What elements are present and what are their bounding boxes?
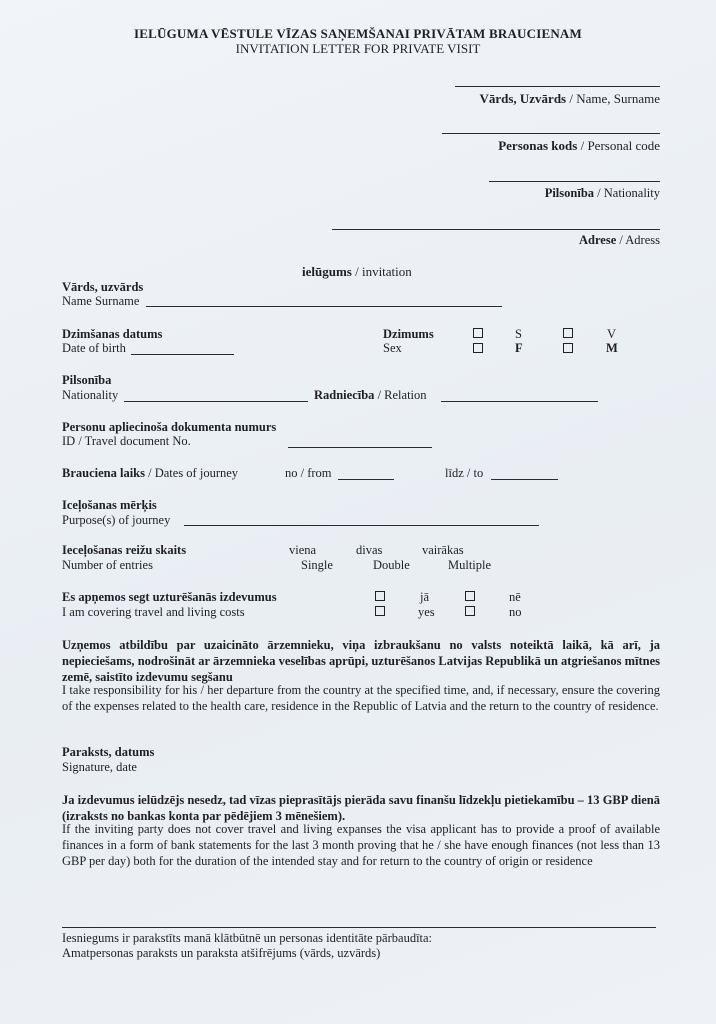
relation-field[interactable] (441, 401, 598, 402)
id-label-en: ID / Travel document No. (62, 434, 191, 448)
sex-s-checkbox[interactable] (473, 328, 483, 338)
costs-label-lv: Es apņemos segt uzturēšanās izdevumus (62, 590, 277, 604)
costs-no-checkbox[interactable] (465, 591, 475, 601)
title-english: INVITATION LETTER FOR PRIVATE VISIT (235, 41, 481, 56)
purpose-label-en: Purpose(s) of journey (62, 513, 171, 527)
signature-label-lv: Paraksts, datums (62, 745, 155, 759)
inviter-name-label: Vārds, Uzvārds / Name, Surname (479, 91, 660, 106)
entry-double-lv[interactable]: divas (356, 543, 383, 557)
responsibility-text-lv: Uzņemos atbildību par uzaicināto ārzemnieku, viņa izbraukšanu no valsts noteiktā laikā, kā arī, ja nepieciešams, nodrošināt ar ārzemnieka veselības aprūpi, uzturēšanos Latvijas Republikā un atgriešanos mītnes zemē, saistīto izdevumu segšanu (62, 638, 660, 684)
sex-label-lv: Dzimums (383, 327, 434, 341)
sex-f-label: F (515, 341, 523, 355)
sex-label-en: Sex (383, 341, 402, 355)
to-label: līdz / to (445, 466, 484, 480)
guest-name-field[interactable] (146, 306, 502, 307)
entry-double-en[interactable]: Double (373, 558, 410, 572)
finance-text-lv: Ja izdevumus ielūdzējs nesedz, tad vīzas pieprasītājs pierāda savu finanšu līdzekļu pietiekamību – 13 GBP dienā (izraksts no bankas konta par pēdējiem 3 mēnešiem). (62, 793, 660, 823)
entries-label-en: Number of entries (62, 558, 153, 572)
dob-label-lv: Dzimšanas datums (62, 327, 163, 341)
purpose-label-lv: Iceļošanas mērķis (62, 498, 157, 512)
sex-f-checkbox[interactable] (473, 343, 483, 353)
inviter-nationality-label: Pilsonība / Nationality (544, 186, 660, 200)
entry-single-lv[interactable]: viena (289, 543, 317, 557)
no-label-lv: nē (509, 590, 521, 604)
sex-v-checkbox[interactable] (563, 328, 573, 338)
no-label-en: no (509, 605, 522, 619)
guest-nationality-field[interactable] (124, 401, 308, 402)
sex-v-label: V (607, 327, 617, 341)
costs-yes-checkbox-en[interactable] (375, 606, 385, 616)
inviter-address-field[interactable] (332, 229, 660, 230)
dob-field[interactable] (131, 354, 234, 355)
id-field[interactable] (288, 447, 432, 448)
entry-single-en[interactable]: Single (301, 558, 333, 572)
inviter-code-field[interactable] (442, 133, 660, 134)
from-field[interactable] (338, 479, 394, 480)
invitation-heading: ielūgums / invitation (302, 264, 412, 279)
yes-label-en: yes (418, 605, 435, 619)
signature-label-en: Signature, date (62, 760, 137, 774)
yes-label-lv: jā (420, 590, 430, 604)
id-label-lv: Personu apliecinoša dokumenta numurs (62, 420, 277, 434)
entry-multiple-en[interactable]: Multiple (448, 558, 492, 572)
sex-m-checkbox[interactable] (563, 343, 573, 353)
from-label: no / from (285, 466, 332, 480)
costs-label-en: I am covering travel and living costs (62, 605, 245, 619)
guest-nationality-label-lv: Pilsonība (62, 373, 112, 387)
sex-s-label: S (515, 327, 522, 341)
footer-line-2: Amatpersonas paraksts un paraksta atšifrējums (vārds, uzvārds) (62, 946, 381, 960)
official-signature-line[interactable] (62, 927, 656, 928)
inviter-code-label: Personas kods / Personal code (498, 138, 660, 153)
inviter-address-label: Adrese / Adress (578, 233, 660, 247)
sex-m-label: M (606, 341, 618, 355)
guest-name-label-en: Name Surname (62, 294, 140, 308)
finance-text-en: If the inviting party does not cover travel and living expanses the visa applicant has to provide a proof of available finances in a form of bank statements for the last 3 month proving that he / she have enough finances (not less than 13 GBP per day) both for the duration of the intended stay and for return to the country of origin or residence (62, 822, 660, 868)
to-field[interactable] (491, 479, 558, 480)
entry-multiple-lv[interactable]: vairākas (422, 543, 464, 557)
guest-nationality-label-en: Nationality (62, 388, 119, 402)
costs-yes-checkbox[interactable] (375, 591, 385, 601)
journey-label: Brauciena laiks / Dates of journey (62, 466, 239, 480)
dob-label-en: Date of birth (62, 341, 126, 355)
purpose-field[interactable] (184, 525, 539, 526)
entries-label-lv: Ieceļošanas reižu skaits (62, 543, 187, 557)
inviter-name-field[interactable] (455, 86, 660, 87)
title-latvian: IELŪGUMA VĒSTULE VĪZAS SAŅEMŠANAI PRIVĀTAM BRAUCIENAM (134, 26, 582, 41)
inviter-nationality-field[interactable] (489, 181, 660, 182)
responsibility-text-en: I take responsibility for his / her departure from the country at the specified time, and, if necessary, ensure the covering of the expenses related to the health care, residence in the Republic of Latvia and the return to the country of residence. (62, 683, 660, 713)
costs-no-checkbox-en[interactable] (465, 606, 475, 616)
relation-label: Radniecība / Relation (314, 388, 427, 402)
guest-name-label-lv: Vārds, uzvārds (62, 280, 144, 294)
footer-line-1: Iesniegums ir parakstīts manā klātbūtnē un personas identitāte pārbaudīta: (62, 931, 433, 945)
